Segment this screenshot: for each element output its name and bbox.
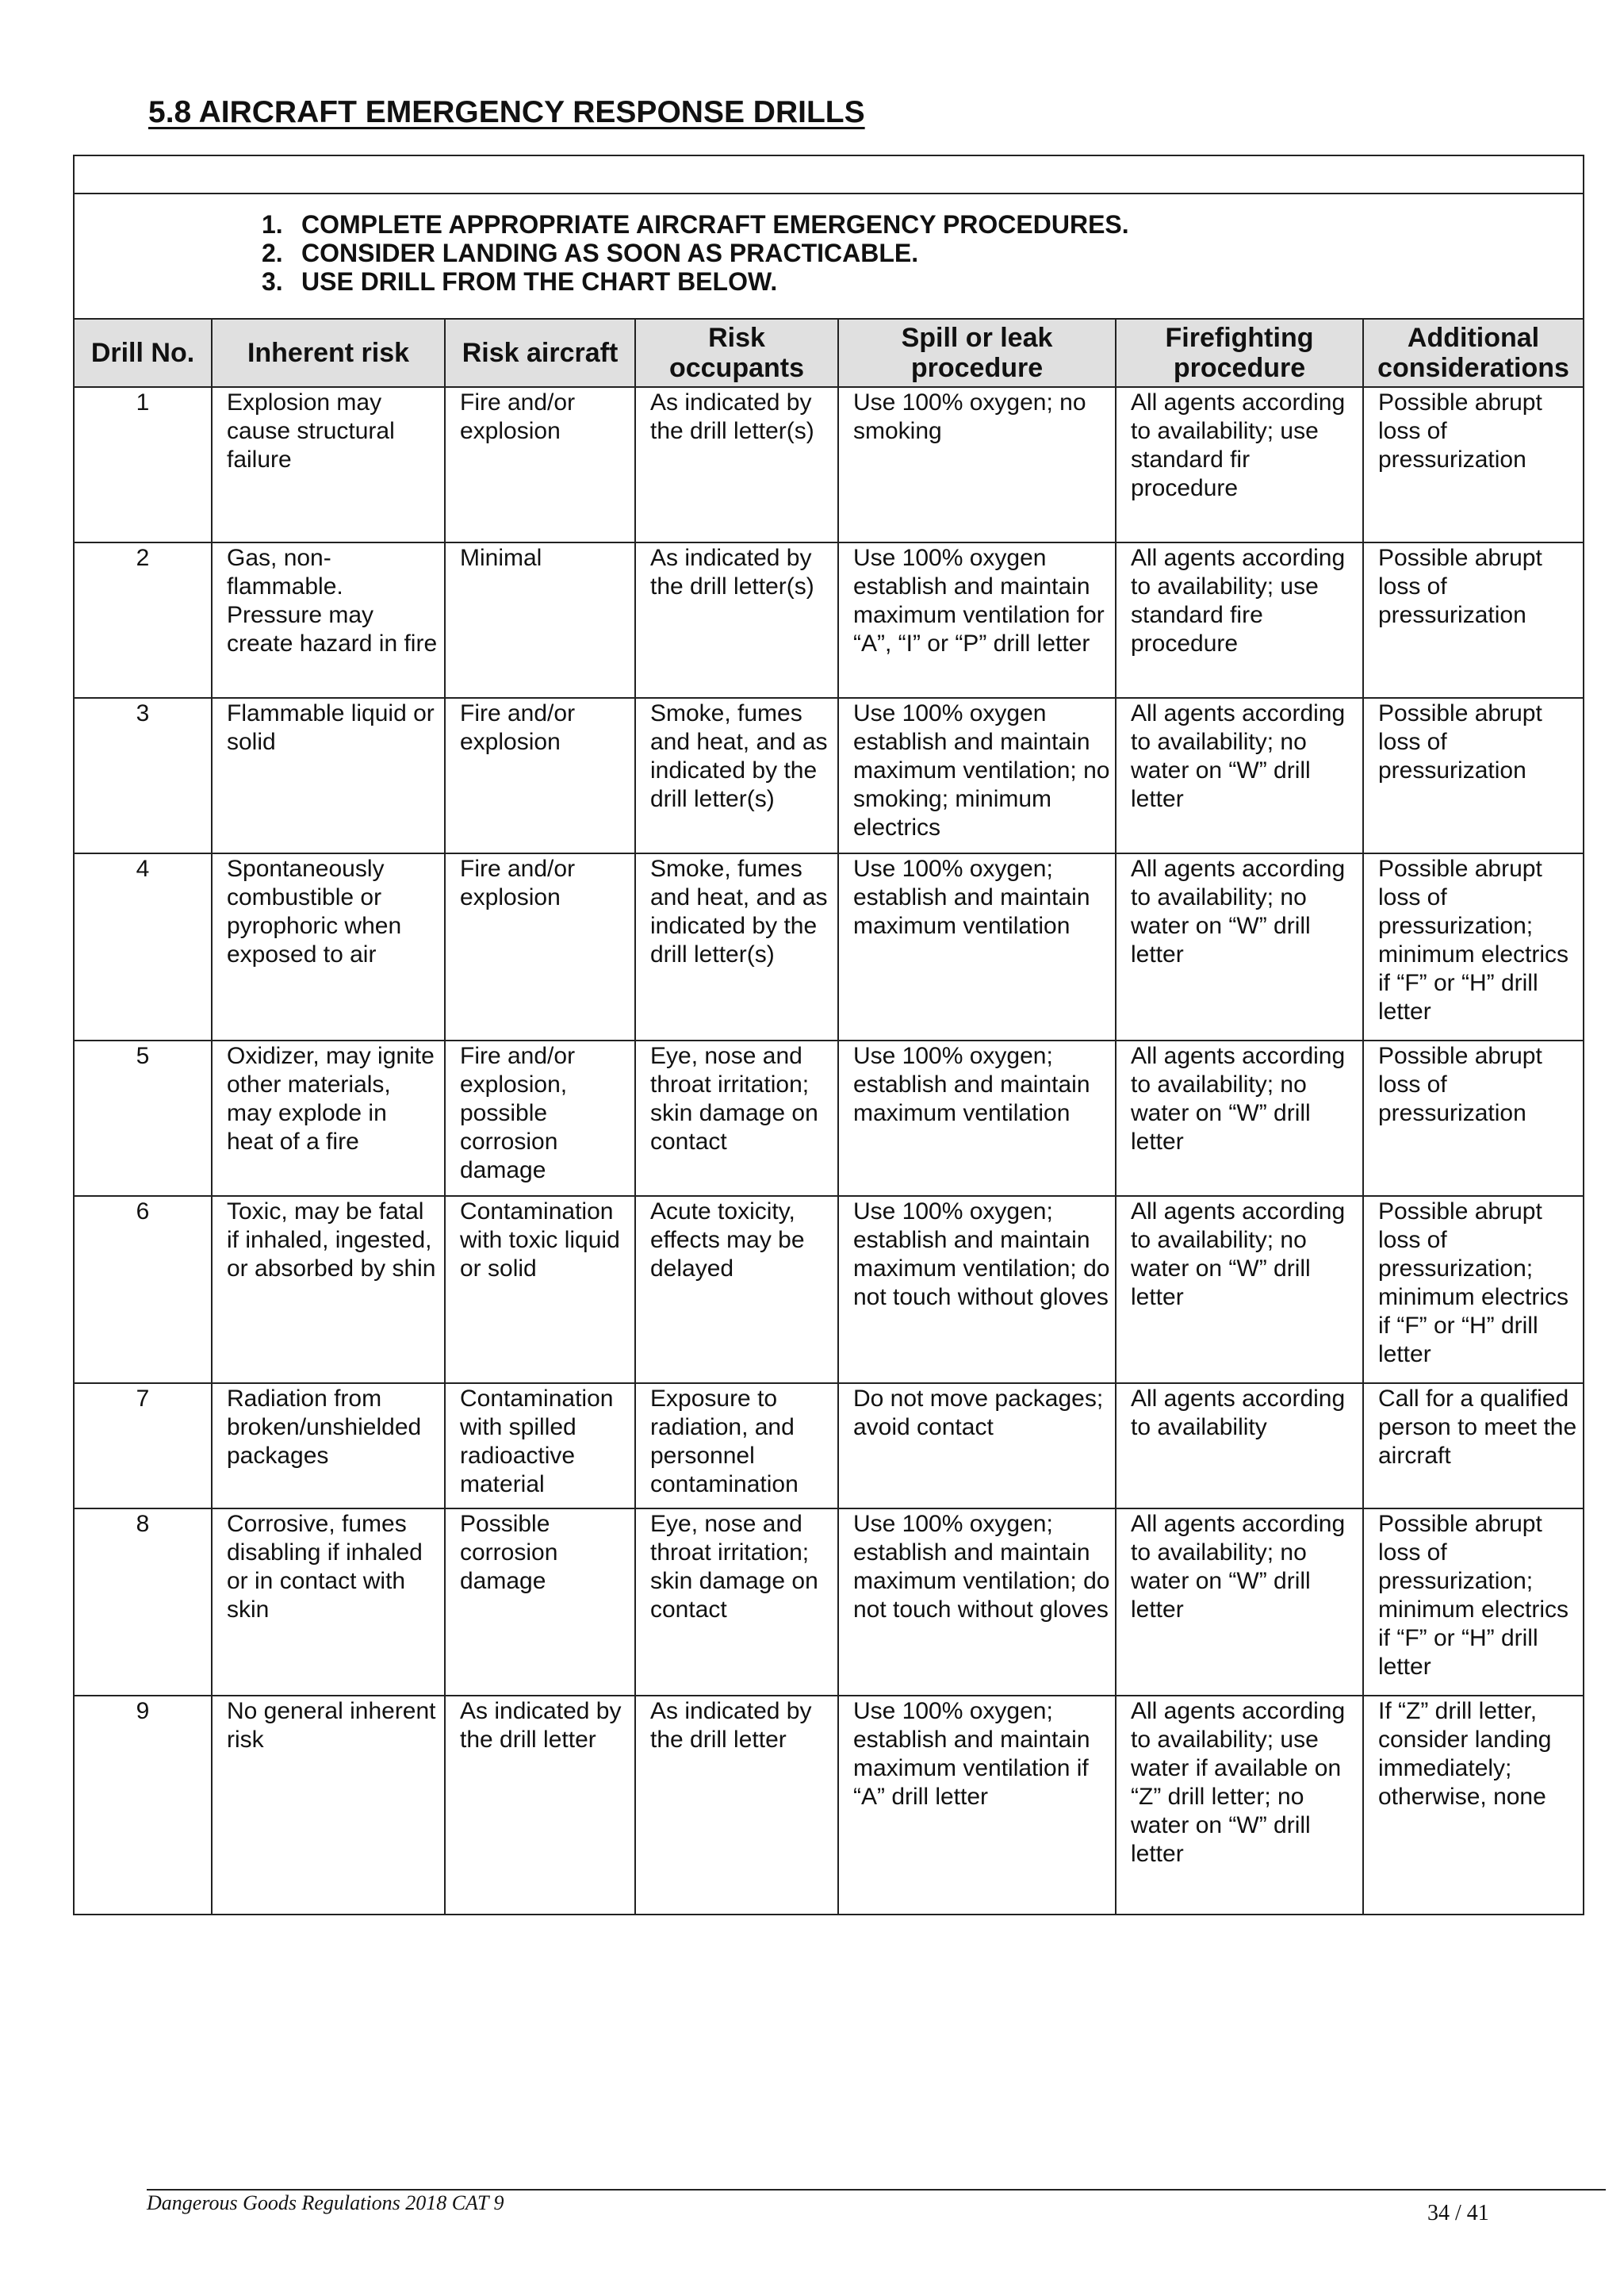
spill-procedure-cell: Use 100% oxygen establish and maintain maximum ventilation for “A”, “I” or “P” drill letter [838,542,1116,698]
inherent-risk-cell: No general inherent risk [212,1696,445,1915]
additional-considerations-cell: Possible abrupt loss of pressurization [1363,1041,1584,1196]
instruction-item [262,210,1583,239]
additional-considerations-cell: Possible abrupt loss of pressurization [1363,698,1584,853]
firefighting-cell: All agents according to availability; no water on “W” drill letter [1116,1041,1363,1196]
footer-document-title: Dangerous Goods Regulations 2018 CAT 9 [147,2191,504,2214]
risk-occupants-cell: As indicated by the drill letter [635,1696,838,1915]
table-row [74,1383,1584,1508]
risk-occupants-cell: As indicated by the drill letter(s) [635,387,838,542]
instruction-number: 3. [262,267,283,296]
instruction-text: CONSIDER LANDING AS SOON AS PRACTICABLE. [301,239,919,267]
risk-aircraft-cell: Fire and/or explosion [445,853,635,1041]
inherent-risk-cell: Spontaneously combustible or pyrophoric when exposed to air [212,853,445,1041]
table-header-row [74,319,1584,387]
table-body [74,387,1584,1915]
table-top-empty-row [74,155,1584,194]
risk-aircraft-cell: Minimal [445,542,635,698]
firefighting-cell: All agents according to availability; use standard fir procedure [1116,387,1363,542]
risk-aircraft-cell: Possible corrosion damage [445,1508,635,1696]
drill-number-cell: 6 [74,1196,212,1383]
footer-divider [147,2189,1606,2191]
instructions-row [74,194,1584,319]
drill-table [73,155,1584,1915]
header-additional-considerations: Additional considerations [1363,319,1584,387]
table-row [74,1196,1584,1383]
spill-procedure-cell: Use 100% oxygen; establish and maintain maximum ventilation [838,1041,1116,1196]
firefighting-cell: All agents according to availability [1116,1383,1363,1508]
risk-occupants-cell: Smoke, fumes and heat, and as indicated by the drill letter(s) [635,853,838,1041]
header-drill-no: Drill No. [74,319,212,387]
risk-occupants-cell: Eye, nose and throat irritation; skin damage on contact [635,1508,838,1696]
table-row [74,387,1584,542]
drill-number-cell: 1 [74,387,212,542]
drill-number-cell: 4 [74,853,212,1041]
instruction-text: USE DRILL FROM THE CHART BELOW. [301,267,778,296]
inherent-risk-cell: Corrosive, fumes disabling if inhaled or in contact with skin [212,1508,445,1696]
table-row [74,542,1584,698]
risk-aircraft-cell: Contamination with toxic liquid or solid [445,1196,635,1383]
drill-number-cell: 3 [74,698,212,853]
additional-considerations-cell: Possible abrupt loss of pressurization; minimum electrics if “F” or “H” drill letter [1363,853,1584,1041]
header-inherent-risk: Inherent risk [212,319,445,387]
instruction-item [262,239,1583,267]
drill-number-cell: 9 [74,1696,212,1915]
firefighting-cell: All agents according to availability; no water on “W” drill letter [1116,853,1363,1041]
drill-number-cell: 7 [74,1383,212,1508]
spill-procedure-cell: Use 100% oxygen; no smoking [838,387,1116,542]
firefighting-cell: All agents according to availability; no water on “W” drill letter [1116,698,1363,853]
firefighting-cell: All agents according to availability; use water if available on “Z” drill letter; no water on “W” drill letter [1116,1696,1363,1915]
spill-procedure-cell: Use 100% oxygen; establish and maintain maximum ventilation; do not touch without gloves [838,1508,1116,1696]
risk-aircraft-cell: Fire and/or explosion, possible corrosion damage [445,1041,635,1196]
header-firefighting-procedure: Firefighting procedure [1116,319,1363,387]
additional-considerations-cell: If “Z” drill letter, consider landing immediately; otherwise, none [1363,1696,1584,1915]
page-title: 5.8 AIRCRAFT EMERGENCY RESPONSE DRILLS [148,95,865,129]
inherent-risk-cell: Oxidizer, may ignite other materials, may explode in heat of a fire [212,1041,445,1196]
additional-considerations-cell: Possible abrupt loss of pressurization [1363,387,1584,542]
header-risk-occupants: Risk occupants [635,319,838,387]
instruction-number: 2. [262,239,283,267]
drill-number-cell: 2 [74,542,212,698]
risk-aircraft-cell: As indicated by the drill letter [445,1696,635,1915]
risk-occupants-cell: Exposure to radiation, and personnel contamination [635,1383,838,1508]
additional-considerations-cell: Call for a qualified person to meet the aircraft [1363,1383,1584,1508]
firefighting-cell: All agents according to availability; no water on “W” drill letter [1116,1196,1363,1383]
inherent-risk-cell: Flammable liquid or solid [212,698,445,853]
spill-procedure-cell: Use 100% oxygen; establish and maintain maximum ventilation [838,853,1116,1041]
risk-aircraft-cell: Fire and/or explosion [445,698,635,853]
additional-considerations-cell: Possible abrupt loss of pressurization [1363,542,1584,698]
spill-procedure-cell: Do not move packages; avoid contact [838,1383,1116,1508]
drill-number-cell: 5 [74,1041,212,1196]
table-row [74,698,1584,853]
table-row [74,1696,1584,1915]
inherent-risk-cell: Explosion may cause structural failure [212,387,445,542]
firefighting-cell: All agents according to availability; no water on “W” drill letter [1116,1508,1363,1696]
risk-aircraft-cell: Contamination with spilled radioactive material [445,1383,635,1508]
additional-considerations-cell: Possible abrupt loss of pressurization; minimum electrics if “F” or “H” drill letter [1363,1508,1584,1696]
footer-page-number: 34 / 41 [1427,2201,1489,2225]
instruction-item [262,267,1583,296]
risk-occupants-cell: Acute toxicity, effects may be delayed [635,1196,838,1383]
firefighting-cell: All agents according to availability; use standard fire procedure [1116,542,1363,698]
spill-procedure-cell: Use 100% oxygen; establish and maintain maximum ventilation; do not touch without gloves [838,1196,1116,1383]
table-row [74,1041,1584,1196]
spill-procedure-cell: Use 100% oxygen; establish and maintain maximum ventilation if “A” drill letter [838,1696,1116,1915]
instructions-list [75,210,1583,296]
instruction-text: COMPLETE APPROPRIATE AIRCRAFT EMERGENCY PROCEDURES. [301,210,1129,239]
inherent-risk-cell: Toxic, may be fatal if inhaled, ingested, or absorbed by shin [212,1196,445,1383]
inherent-risk-cell: Radiation from broken/unshielded packages [212,1383,445,1508]
empty-cell [74,155,1584,194]
header-risk-aircraft: Risk aircraft [445,319,635,387]
spill-procedure-cell: Use 100% oxygen establish and maintain maximum ventilation; no smoking; minimum electrics [838,698,1116,853]
risk-occupants-cell: Eye, nose and throat irritation; skin damage on contact [635,1041,838,1196]
risk-occupants-cell: As indicated by the drill letter(s) [635,542,838,698]
header-spill-procedure: Spill or leak procedure [838,319,1116,387]
instruction-number: 1. [262,210,283,239]
table-row [74,853,1584,1041]
inherent-risk-cell: Gas, non-flammable. Pressure may create hazard in fire [212,542,445,698]
risk-aircraft-cell: Fire and/or explosion [445,387,635,542]
instructions-cell [74,194,1584,319]
drill-number-cell: 8 [74,1508,212,1696]
risk-occupants-cell: Smoke, fumes and heat, and as indicated by the drill letter(s) [635,698,838,853]
additional-considerations-cell: Possible abrupt loss of pressurization; minimum electrics if “F” or “H” drill letter [1363,1196,1584,1383]
table-row [74,1508,1584,1696]
